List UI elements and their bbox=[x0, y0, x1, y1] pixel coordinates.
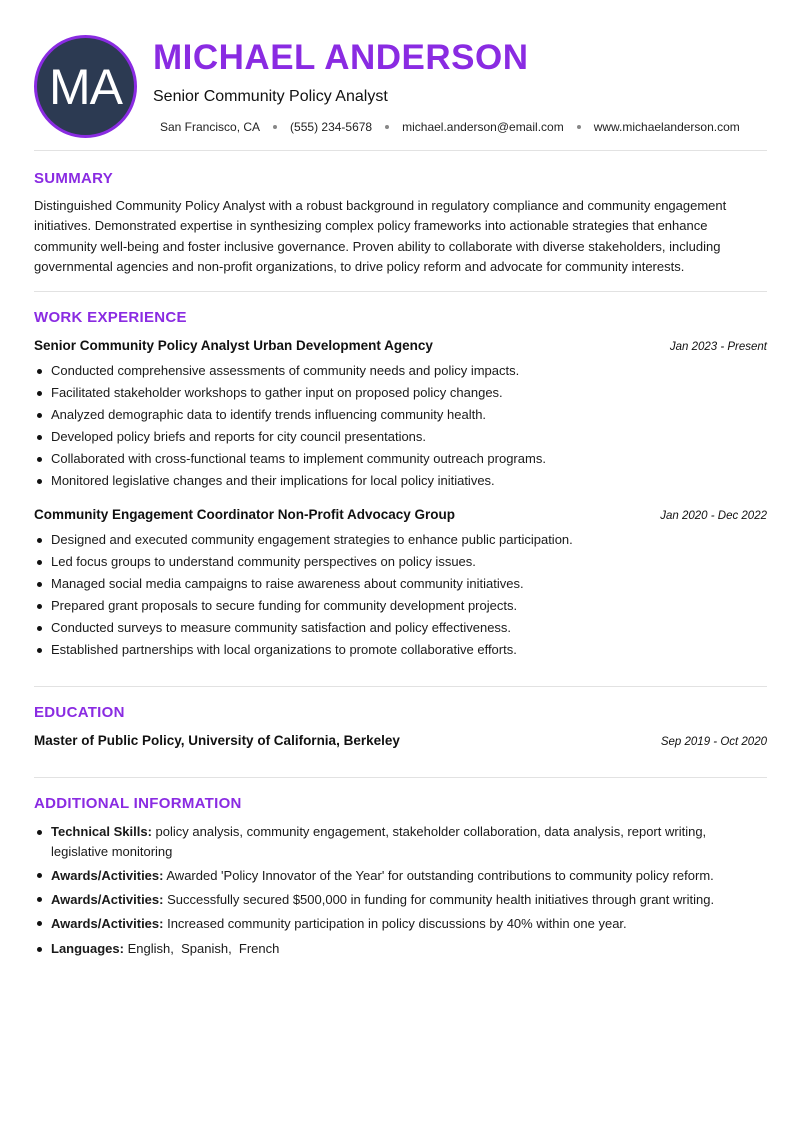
candidate-headline: Senior Community Policy Analyst bbox=[153, 88, 388, 105]
list-item: Prepared grant proposals to secure funding for community development projects. bbox=[34, 595, 767, 617]
job-date: Jan 2020 - Dec 2022 bbox=[660, 510, 767, 522]
info-label: Awards/Activities: bbox=[51, 891, 164, 907]
list-item: Collaborated with cross-functional teams to implement community outreach programs. bbox=[34, 448, 767, 470]
list-item: Facilitated stakeholder workshops to gather input on proposed policy changes. bbox=[34, 382, 767, 404]
education-date: Sep 2019 - Oct 2020 bbox=[660, 736, 767, 748]
language-separator: , bbox=[228, 941, 239, 956]
job-header bbox=[34, 507, 767, 522]
language-item: French bbox=[238, 941, 280, 956]
education-heading: EDUCATION bbox=[34, 704, 125, 721]
language-separator: , bbox=[170, 941, 182, 956]
list-item: Conducted comprehensive assessments of community needs and policy impacts. bbox=[34, 360, 767, 382]
section-divider bbox=[34, 291, 767, 292]
avatar-initials: MA bbox=[49, 58, 122, 115]
additional-list bbox=[34, 822, 744, 963]
list-item: Designed and executed community engagement strategies to enhance public participation. bbox=[34, 529, 767, 551]
contact-location: San Francisco, CA bbox=[160, 120, 261, 134]
list-item: Led focus groups to understand community perspectives on policy issues. bbox=[34, 551, 767, 573]
list-item bbox=[34, 822, 744, 861]
list-item bbox=[34, 939, 744, 959]
job-title: Community Engagement Coordinator Non-Profit Advocacy Group bbox=[34, 507, 456, 522]
separator-dot bbox=[273, 125, 277, 129]
info-text: policy analysis, community engagement, stakeholder collaboration, data analysis, report writing, legislative monitoring bbox=[51, 824, 707, 859]
summary-text: Distinguished Community Policy Analyst with a robust background in regulatory compliance and community engagement initiatives. Demonstrated expertise in synthesizing complex policy frameworks into actionable strategies that enhance community well-being and foster inclusive governance. Proven ability to collaborate with diverse stakeholders, including governmental agencies and non-profit organizations, to drive policy reform and advocate for community interests. bbox=[34, 198, 727, 274]
info-text: Successfully secured $500,000 in funding for community health initiatives through grant writing. bbox=[167, 891, 715, 907]
list-item bbox=[34, 890, 744, 910]
job-header bbox=[34, 338, 767, 353]
resume-header bbox=[0, 0, 800, 150]
job-title: Senior Community Policy Analyst Urban Development Agency bbox=[34, 338, 433, 353]
section-divider bbox=[34, 686, 767, 687]
list-item: Managed social media campaigns to raise awareness about community initiatives. bbox=[34, 573, 767, 595]
section-divider bbox=[34, 777, 767, 778]
separator-dot bbox=[385, 125, 389, 129]
info-label: Technical Skills: bbox=[51, 824, 152, 839]
list-item: Analyzed demographic data to identify trends influencing community health. bbox=[34, 404, 767, 426]
summary-heading: SUMMARY bbox=[34, 170, 114, 187]
contact-email[interactable]: michael.anderson@email.com bbox=[402, 120, 564, 134]
info-label: Awards/Activities: bbox=[51, 867, 164, 883]
list-item bbox=[34, 914, 744, 934]
list-item bbox=[34, 866, 744, 886]
education-entry bbox=[34, 733, 767, 748]
job-bullets bbox=[34, 360, 767, 492]
info-text: Awarded 'Policy Innovator of the Year' for outstanding contributions to community policy reform. bbox=[166, 867, 714, 883]
info-label: Awards/Activities: bbox=[51, 915, 164, 931]
info-text: Increased community participation in policy discussions by 40% within one year. bbox=[167, 915, 627, 931]
contact-website[interactable]: www.michaelanderson.com bbox=[593, 120, 740, 134]
additional-heading: ADDITIONAL INFORMATION bbox=[34, 795, 242, 812]
contact-phone: (555) 234-5678 bbox=[290, 120, 373, 134]
languages-label: Languages: bbox=[51, 941, 124, 956]
list-item: Established partnerships with local organizations to promote collaborative efforts. bbox=[34, 639, 767, 661]
section-divider bbox=[34, 150, 767, 151]
avatar bbox=[34, 35, 137, 138]
candidate-name: MICHAEL ANDERSON bbox=[153, 38, 529, 77]
contact-bar bbox=[160, 120, 740, 134]
separator-dot bbox=[577, 125, 581, 129]
language-item: English bbox=[127, 941, 171, 956]
experience-heading: WORK EXPERIENCE bbox=[34, 309, 187, 326]
language-item: Spanish bbox=[181, 941, 229, 956]
list-item: Monitored legislative changes and their implications for local policy initiatives. bbox=[34, 470, 767, 492]
list-item: Developed policy briefs and reports for city council presentations. bbox=[34, 426, 767, 448]
degree-title: Master of Public Policy, University of California, Berkeley bbox=[34, 733, 400, 748]
job-date: Jan 2023 - Present bbox=[669, 341, 767, 353]
list-item: Conducted surveys to measure community satisfaction and policy effectiveness. bbox=[34, 617, 767, 639]
job-bullets bbox=[34, 529, 767, 661]
